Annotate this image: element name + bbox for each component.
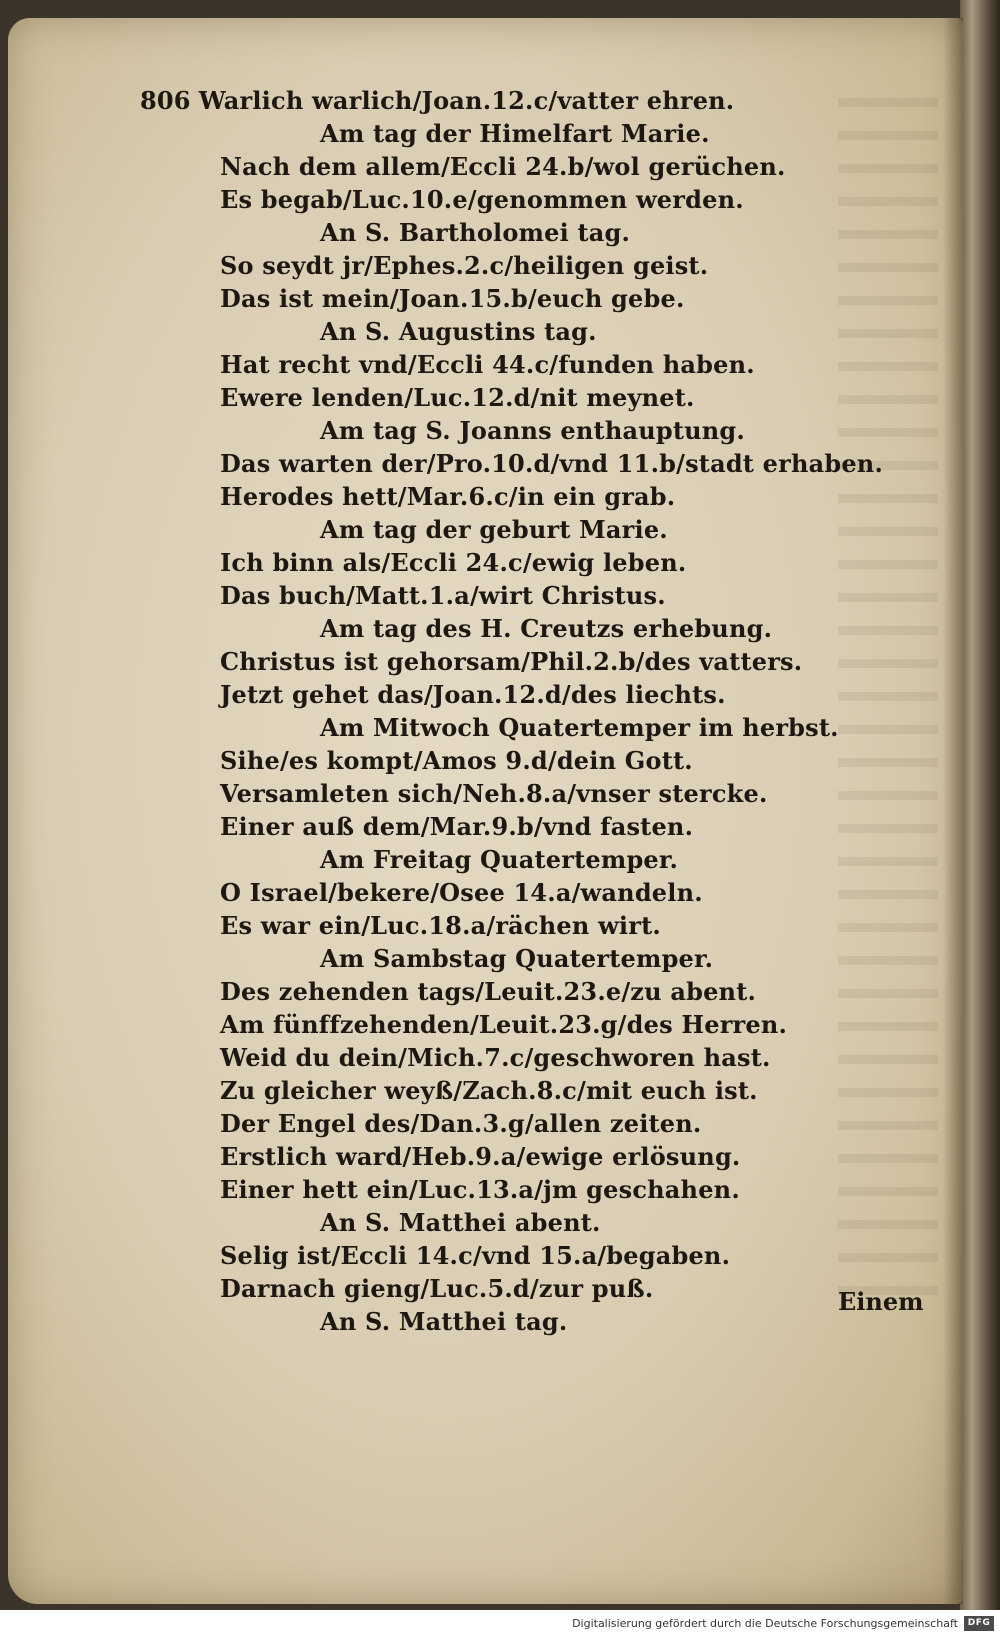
line-text: So seydt jr/Ephes.2.c/heiligen geist. bbox=[220, 251, 709, 280]
line-text: Es war ein/Luc.18.a/rächen wirt. bbox=[220, 911, 661, 940]
line-text: Sihe/es kompt/Amos 9.d/dein Gott. bbox=[220, 746, 693, 775]
line-text: Selig ist/Eccli 14.c/vnd 15.a/begaben. bbox=[220, 1241, 731, 1270]
footer-credit: Digitalisierung gefördert durch die Deutsche Forschungsgemeinschaft bbox=[572, 1617, 958, 1630]
line-text: Der Engel des/Dan.3.g/allen zeiten. bbox=[220, 1109, 702, 1138]
text-line bbox=[220, 744, 693, 777]
text-line bbox=[140, 84, 734, 117]
line-text: Am Freitag Quatertemper. bbox=[320, 845, 679, 874]
text-line bbox=[220, 249, 708, 282]
page-gutter-shadow bbox=[943, 18, 963, 1604]
section-heading bbox=[320, 1305, 567, 1338]
text-line bbox=[220, 1173, 740, 1206]
section-heading bbox=[320, 612, 772, 645]
line-text: An S. Matthei tag. bbox=[320, 1307, 568, 1336]
line-text: Christus ist gehorsam/Phil.2.b/des vatters. bbox=[220, 647, 803, 676]
line-text: Warlich warlich/Joan.12.c/vatter ehren. bbox=[198, 86, 735, 115]
text-line bbox=[220, 1107, 701, 1140]
line-text: Ewere lenden/Luc.12.d/nit meynet. bbox=[220, 383, 695, 412]
line-text: Am tag der Himelfart Marie. bbox=[320, 119, 710, 148]
line-text: Erstlich ward/Heb.9.a/ewige erlösung. bbox=[220, 1142, 741, 1171]
text-line bbox=[220, 1272, 653, 1305]
text-line bbox=[220, 810, 693, 843]
line-text: Zu gleicher weyß/Zach.8.c/mit euch ist. bbox=[220, 1076, 758, 1105]
section-heading bbox=[320, 843, 678, 876]
line-text: O Israel/bekere/Osee 14.a/wandeln. bbox=[220, 878, 703, 907]
page-number: 806 bbox=[140, 86, 191, 115]
text-line bbox=[220, 645, 802, 678]
text-line bbox=[220, 183, 744, 216]
catchword: Einem bbox=[838, 1287, 924, 1316]
text-line bbox=[220, 1140, 740, 1173]
dfg-logo: DFG bbox=[964, 1616, 994, 1631]
section-heading bbox=[320, 315, 597, 348]
section-heading bbox=[320, 1206, 601, 1239]
section-heading bbox=[320, 117, 710, 150]
line-text: Am tag der geburt Marie. bbox=[320, 515, 668, 544]
text-line bbox=[220, 546, 686, 579]
line-text: Versamleten sich/Neh.8.a/vnser stercke. bbox=[220, 779, 768, 808]
section-heading bbox=[320, 711, 839, 744]
text-line bbox=[220, 480, 675, 513]
line-text: Am tag S. Joanns enthauptung. bbox=[320, 416, 745, 445]
line-text: An S. Bartholomei tag. bbox=[320, 218, 631, 247]
text-line bbox=[220, 678, 726, 711]
text-line bbox=[220, 909, 661, 942]
line-text: Darnach gieng/Luc.5.d/zur puß. bbox=[220, 1274, 654, 1303]
section-heading bbox=[320, 942, 713, 975]
text-line bbox=[220, 1008, 787, 1041]
line-text: Das ist mein/Joan.15.b/euch gebe. bbox=[220, 284, 685, 313]
line-text: Am Sambstag Quatertemper. bbox=[320, 944, 714, 973]
text-line bbox=[220, 381, 695, 414]
section-heading bbox=[320, 414, 745, 447]
text-line bbox=[220, 1239, 730, 1272]
line-text: Einer hett ein/Luc.13.a/jm geschahen. bbox=[220, 1175, 740, 1204]
line-text: Das buch/Matt.1.a/wirt Christus. bbox=[220, 581, 666, 610]
line-text: Einer auß dem/Mar.9.b/vnd fasten. bbox=[220, 812, 694, 841]
text-line bbox=[220, 348, 755, 381]
line-text: An S. Matthei abent. bbox=[320, 1208, 601, 1237]
text-line bbox=[220, 777, 768, 810]
text-line bbox=[220, 150, 786, 183]
text-line bbox=[220, 975, 756, 1008]
line-text: Am fünffzehenden/Leuit.23.g/des Herren. bbox=[220, 1010, 788, 1039]
line-text: Hat recht vnd/Eccli 44.c/funden haben. bbox=[220, 350, 755, 379]
footer bbox=[0, 1610, 1000, 1639]
text-line bbox=[220, 579, 666, 612]
line-text: An S. Augustins tag. bbox=[320, 317, 597, 346]
text-line bbox=[220, 282, 685, 315]
line-text: Nach dem allem/Eccli 24.b/wol gerüchen. bbox=[220, 152, 786, 181]
line-text: Jetzt gehet das/Joan.12.d/des liechts. bbox=[220, 680, 726, 709]
line-text: Weid du dein/Mich.7.c/geschworen hast. bbox=[220, 1043, 771, 1072]
line-text: Ich binn als/Eccli 24.c/ewig leben. bbox=[220, 548, 687, 577]
line-text: Das warten der/Pro.10.d/vnd 11.b/stadt erhaben. bbox=[220, 449, 884, 478]
line-text: Am Mitwoch Quatertemper im herbst. bbox=[320, 713, 839, 742]
section-heading bbox=[320, 513, 668, 546]
text-line bbox=[220, 1074, 758, 1107]
line-text: Herodes hett/Mar.6.c/in ein grab. bbox=[220, 482, 676, 511]
line-text: Am tag des H. Creutzs erhebung. bbox=[320, 614, 773, 643]
text-line bbox=[220, 447, 883, 480]
section-heading bbox=[320, 216, 630, 249]
book-edge bbox=[960, 0, 1000, 1610]
ink-bleed-through bbox=[838, 98, 938, 1298]
line-text: Des zehenden tags/Leuit.23.e/zu abent. bbox=[220, 977, 757, 1006]
text-line bbox=[220, 876, 703, 909]
line-text: Es begab/Luc.10.e/genommen werden. bbox=[220, 185, 744, 214]
text-line bbox=[220, 1041, 771, 1074]
